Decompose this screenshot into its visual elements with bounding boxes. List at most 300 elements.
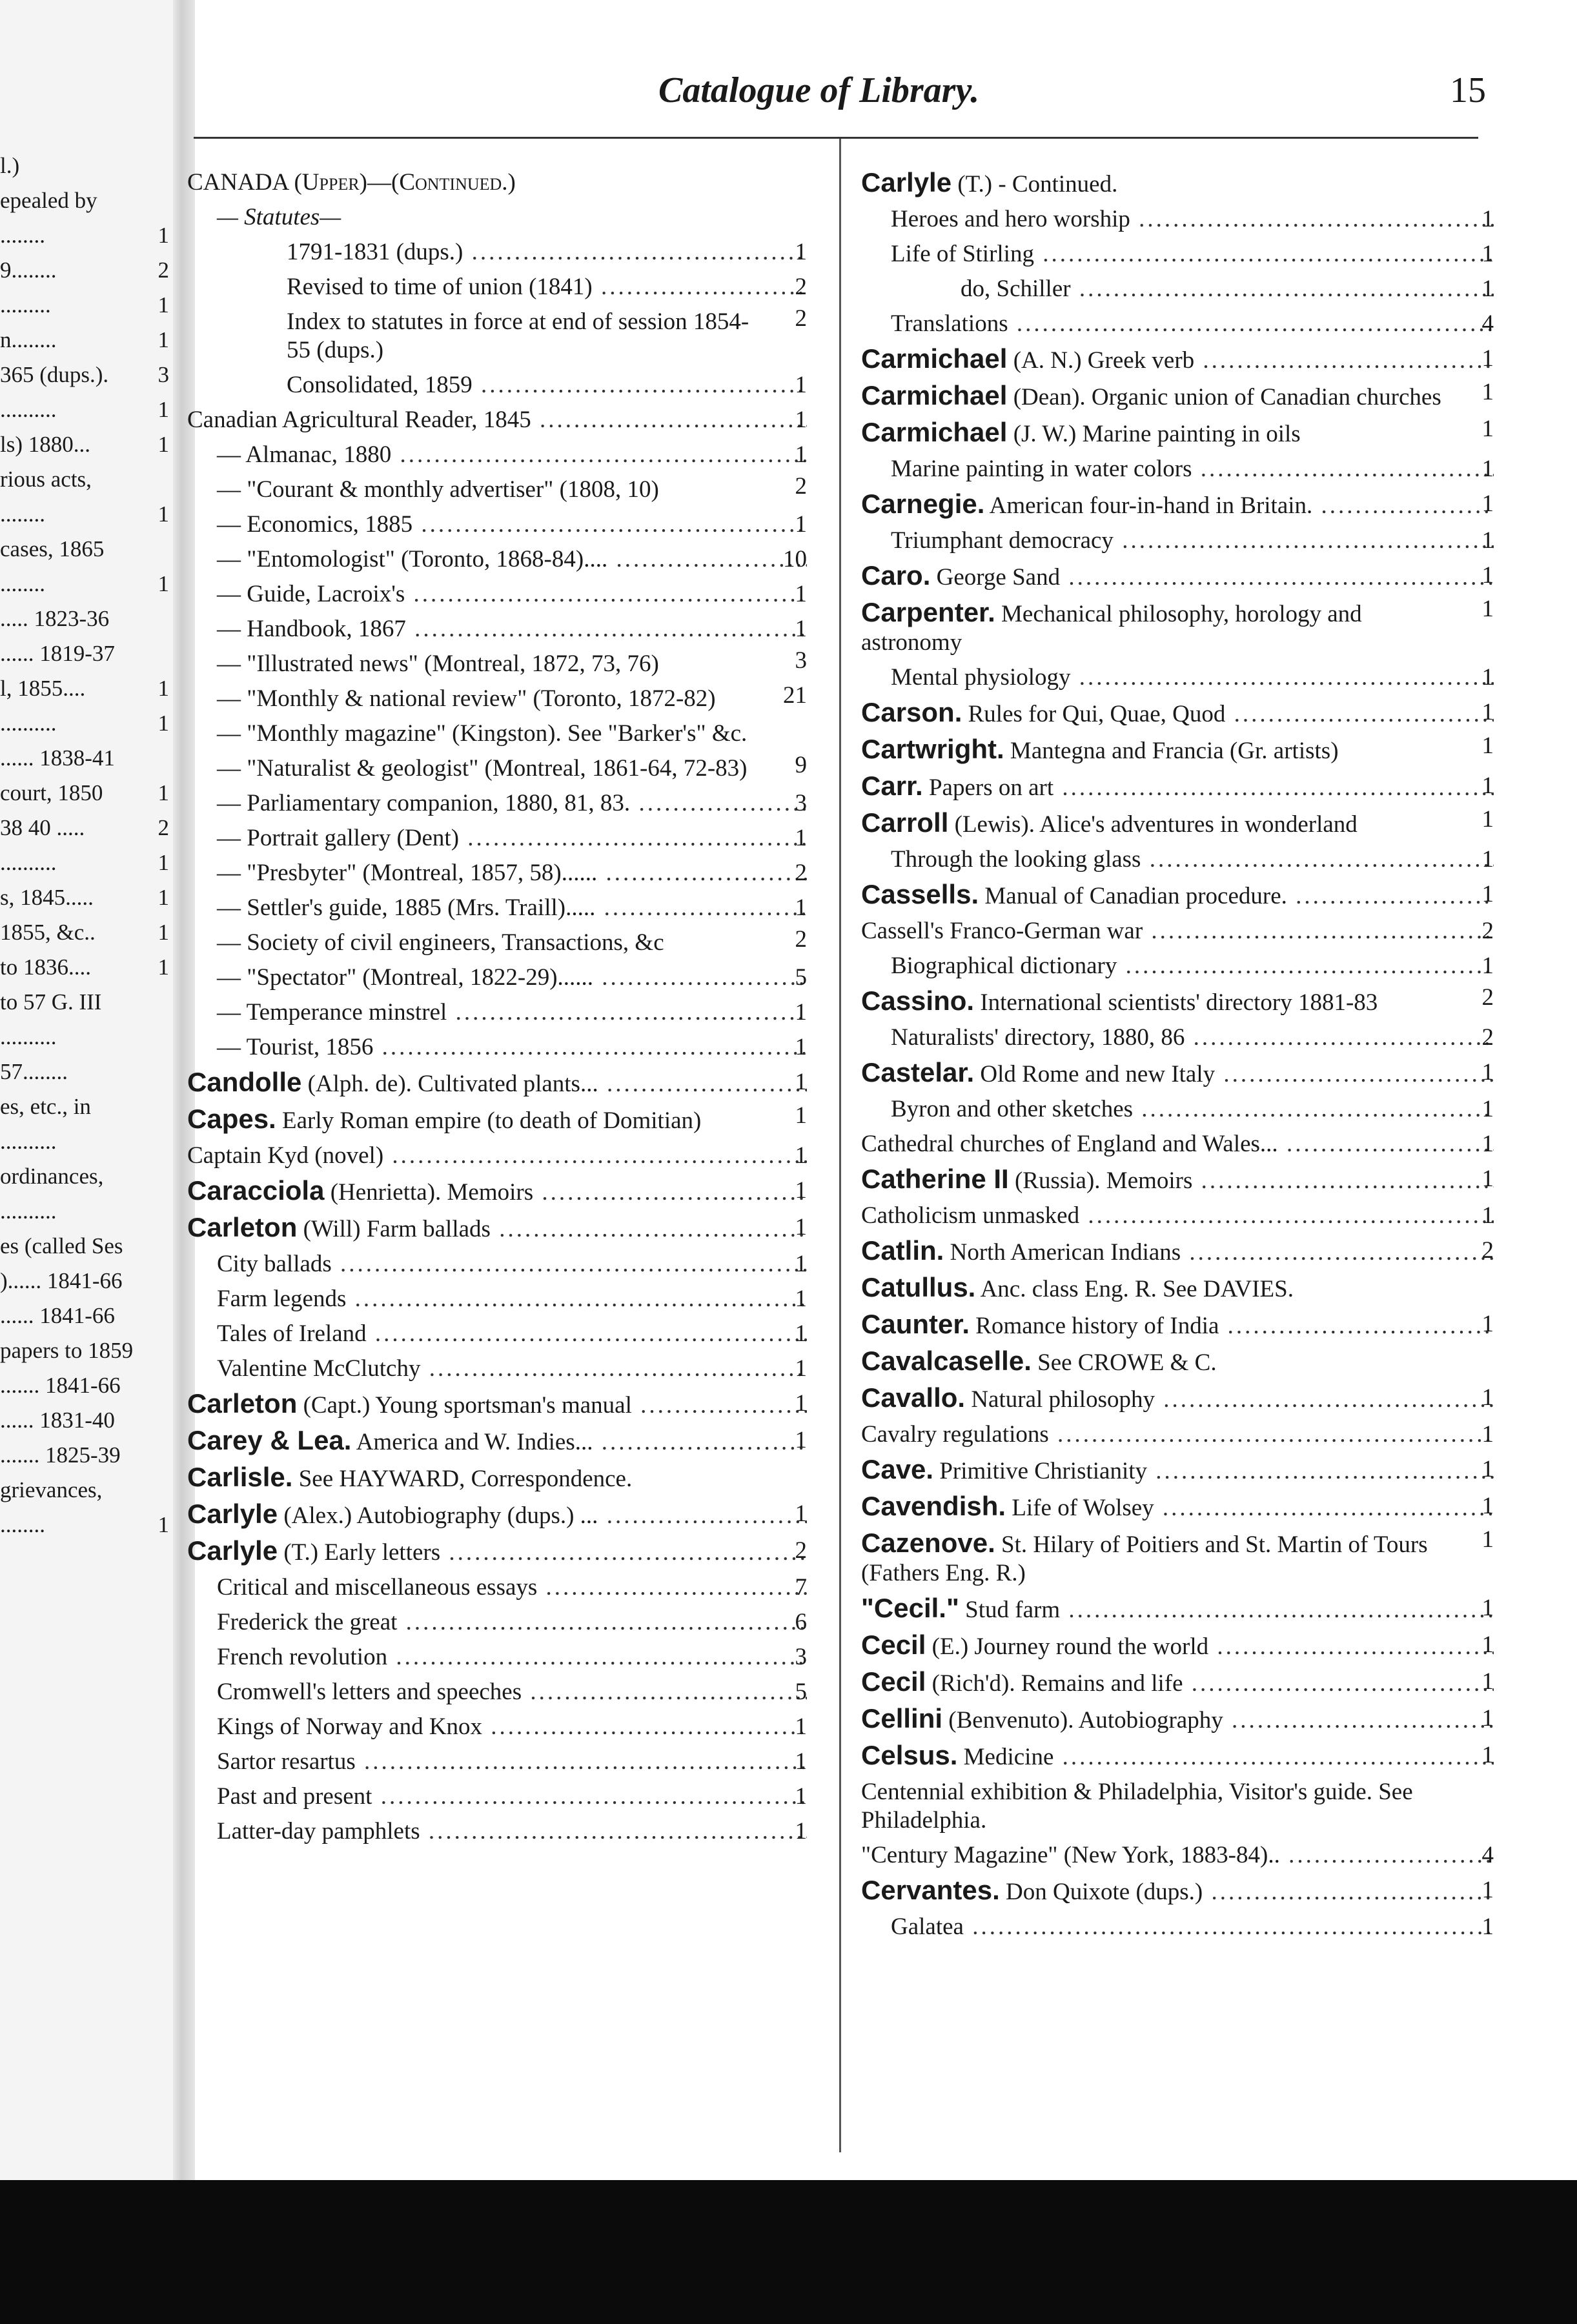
entry-text: — Tourist, 1856 xyxy=(217,1034,374,1060)
volume-count: 1 xyxy=(1481,345,1494,372)
entry-heading: Cellini xyxy=(861,1703,943,1733)
fragment-text: ...... 1819-37 xyxy=(0,641,115,666)
entry-heading: Carmichael xyxy=(861,343,1008,374)
volume-count: 1 xyxy=(795,1214,807,1240)
entry-text: Sartor resartus xyxy=(217,1748,356,1775)
entry-heading: Candolle xyxy=(187,1067,302,1097)
catalogue-entry xyxy=(861,695,1494,732)
entry-text: 1791-1831 (dups.) xyxy=(287,239,463,265)
volume-count: 1 xyxy=(1481,953,1494,979)
entry-text: Canadian Agricultural Reader, 1845 xyxy=(187,407,531,433)
volume-count: 1 xyxy=(1481,1131,1494,1157)
fragment-line xyxy=(0,1438,169,1473)
volume-count: 1 xyxy=(795,1034,807,1060)
fragment-text: es (called Ses xyxy=(0,1233,123,1258)
entry-text: — Portrait gallery (Dent) xyxy=(217,825,460,851)
entry-text: French revolution xyxy=(217,1644,388,1670)
volume-count: 1 xyxy=(795,1069,807,1095)
fragment-line xyxy=(0,497,169,532)
entry-text: Translations xyxy=(891,310,1008,337)
catalogue-entry xyxy=(187,1030,807,1065)
volume-count: 3 xyxy=(795,1644,807,1670)
fragment-text: to 1836.... xyxy=(0,955,91,980)
entry-text: Naturalists' directory, 1880, 86 xyxy=(891,1024,1185,1051)
fragment-text: 1855, &c.. xyxy=(0,920,96,945)
catalogue-entry xyxy=(187,821,807,856)
fragment-count: 1 xyxy=(158,292,169,318)
fragment-line xyxy=(0,1055,169,1089)
fragment-line xyxy=(0,671,169,706)
fragment-line xyxy=(0,1194,169,1229)
entry-text: — "Monthly magazine" (Kingston). See "Barker's" &c. xyxy=(217,720,748,747)
header-rule xyxy=(194,137,1478,139)
fragment-count: 1 xyxy=(158,955,169,980)
catalogue-entry xyxy=(187,368,807,403)
entry-text: — Guide, Lacroix's xyxy=(217,581,405,607)
entry-heading: Carnegie. xyxy=(861,489,985,519)
volume-count: 1 xyxy=(795,1355,807,1382)
fragment-count: 1 xyxy=(158,1512,169,1537)
volume-count: 10 xyxy=(783,546,807,572)
fragment-line xyxy=(0,358,169,392)
fragment-line xyxy=(0,741,169,776)
fragment-text: ........ xyxy=(0,223,45,248)
fragment-text: grievances, xyxy=(0,1477,103,1502)
fragment-line xyxy=(0,427,169,462)
entry-heading: Carlyle xyxy=(187,1535,278,1566)
catalogue-entry xyxy=(861,1701,1494,1738)
fragment-line xyxy=(0,253,169,288)
fragment-count: 1 xyxy=(158,676,169,701)
volume-count: 1 xyxy=(795,1177,807,1204)
entry-text: (E.) Journey round the world xyxy=(931,1633,1209,1660)
fragment-line xyxy=(0,323,169,358)
volume-count: 1 xyxy=(1481,699,1494,725)
volume-count: 1 xyxy=(1481,241,1494,267)
volume-count: 1 xyxy=(795,1320,807,1347)
volume-count: 1 xyxy=(1481,1384,1494,1411)
fragment-line xyxy=(0,950,169,985)
volume-count: 2 xyxy=(795,926,807,953)
entry-text: (Lewis). Alice's adventures in wonderland xyxy=(954,811,1358,838)
catalogue-entry xyxy=(187,1102,807,1138)
volume-count: 1 xyxy=(1481,456,1494,482)
catalogue-entry xyxy=(861,1344,1494,1380)
volume-count: 1 xyxy=(1481,881,1494,907)
catalogue-entry xyxy=(187,577,807,612)
entry-text: — Handbook, 1867 xyxy=(217,616,406,642)
catalogue-entry xyxy=(861,1380,1494,1417)
fragment-line xyxy=(0,1159,169,1194)
entry-text: See CROWE & C. xyxy=(1037,1349,1217,1376)
catalogue-entry xyxy=(861,805,1494,842)
fragment-line xyxy=(0,706,169,741)
entry-text: Latter-day pamphlets xyxy=(217,1818,420,1844)
entry-heading: Carpenter. xyxy=(861,597,995,627)
catalogue-entry xyxy=(861,1628,1494,1664)
catalogue-entry xyxy=(187,1173,807,1210)
catalogue-entry xyxy=(187,403,807,438)
entry-text: Cavalry regulations xyxy=(861,1421,1049,1448)
entry-text: (Capt.) Young sportsman's manual xyxy=(303,1392,632,1419)
fragment-line xyxy=(0,567,169,601)
fragment-line xyxy=(0,776,169,811)
entry-text: Romance history of India xyxy=(975,1313,1219,1339)
entry-text: (J. W.) Marine painting in oils xyxy=(1013,421,1301,447)
volume-count: 1 xyxy=(1481,1877,1494,1903)
fragment-text: 57........ xyxy=(0,1059,68,1084)
entry-text: (Henrietta). Memoirs xyxy=(330,1179,534,1206)
entry-heading: Cavalcaselle. xyxy=(861,1346,1032,1376)
catalogue-entry xyxy=(861,341,1494,378)
catalogue-entry xyxy=(861,877,1494,914)
catalogue-column-left xyxy=(187,165,807,1849)
catalogue-entry xyxy=(187,960,807,995)
entry-text: "Century Magazine" (New York, 1883-84).. xyxy=(861,1842,1280,1868)
entry-heading: Carmichael xyxy=(861,380,1008,410)
volume-count: 1 xyxy=(1481,416,1494,442)
volume-count: 1 xyxy=(795,1102,807,1129)
entry-heading: Cavendish. xyxy=(861,1491,1006,1521)
fragment-count: 1 xyxy=(158,711,169,736)
catalogue-entry xyxy=(187,995,807,1030)
entry-text: — "Illustrated news" (Montreal, 1872, 73, 76) xyxy=(217,651,659,677)
fragment-line xyxy=(0,1473,169,1508)
catalogue-entry xyxy=(187,1605,807,1640)
volume-count: 5 xyxy=(795,1679,807,1705)
fragment-text: l.) xyxy=(0,153,20,178)
fragment-line xyxy=(0,392,169,427)
fragment-text: epealed by xyxy=(0,188,97,213)
volume-count: 3 xyxy=(795,647,807,674)
fragment-line xyxy=(0,532,169,567)
entry-text: — Parliamentary companion, 1880, 81, 83. xyxy=(217,790,631,816)
fragment-count: 1 xyxy=(158,885,169,910)
entry-text: See HAYWARD, Correspondence. xyxy=(298,1466,633,1492)
previous-page-fragment xyxy=(0,148,169,1542)
entry-text: (Rich'd). Remains and life xyxy=(931,1670,1183,1697)
entry-text: — Society of civil engineers, Transactions, &c xyxy=(217,929,664,956)
fragment-text: .......... xyxy=(0,711,57,736)
catalogue-entry xyxy=(861,1873,1494,1910)
fragment-text: s, 1845..... xyxy=(0,885,94,910)
volume-count: 1 xyxy=(795,616,807,642)
volume-count: 1 xyxy=(1481,1742,1494,1768)
fragment-count: 1 xyxy=(158,327,169,352)
fragment-count: 1 xyxy=(158,397,169,422)
fragment-text: 365 (dups.). xyxy=(0,362,109,387)
entry-text: Through the looking glass xyxy=(891,846,1141,873)
catalogue-entry xyxy=(187,1317,807,1351)
fragment-text: ....... 1841-66 xyxy=(0,1373,121,1398)
catalogue-entry xyxy=(187,1675,807,1710)
entry-text: Past and present xyxy=(217,1783,372,1810)
entry-heading: Carlyle xyxy=(187,1499,278,1529)
fragment-text: ........ xyxy=(0,1512,45,1537)
page-number: 15 xyxy=(1450,70,1486,110)
fragment-text: .......... xyxy=(0,1198,57,1224)
volume-count: 6 xyxy=(795,1609,807,1635)
volume-count: 1 xyxy=(795,1390,807,1417)
volume-count: 9 xyxy=(795,752,807,778)
catalogue-entry xyxy=(861,1452,1494,1489)
catalogue-entry xyxy=(187,438,807,472)
entry-text: Cromwell's letters and speeches xyxy=(217,1679,522,1705)
fragment-text: cases, 1865 xyxy=(0,536,105,561)
catalogue-column-right xyxy=(861,165,1494,1945)
catalogue-entry xyxy=(861,1910,1494,1945)
entry-heading: Catlin. xyxy=(861,1235,944,1266)
entry-heading: Catherine II xyxy=(861,1164,1009,1194)
catalogue-entry xyxy=(861,914,1494,949)
entry-text: Medicine xyxy=(963,1744,1054,1770)
entry-text: (A. N.) Greek verb xyxy=(1013,347,1195,374)
fragment-text: .......... xyxy=(0,1024,57,1049)
fragment-line xyxy=(0,183,169,218)
entry-text: Triumphant democracy xyxy=(891,527,1114,554)
catalogue-entry xyxy=(187,1570,807,1605)
fragment-text: es, etc., in xyxy=(0,1094,91,1119)
entry-text: — "Naturalist & geologist" (Montreal, 1861-64, 72-83) xyxy=(217,755,748,782)
entry-text: Don Quixote (dups.) xyxy=(1006,1879,1203,1905)
volume-count: 1 xyxy=(795,1748,807,1775)
entry-text: (Benvenuto). Autobiography xyxy=(948,1707,1223,1733)
fragment-line xyxy=(0,915,169,950)
entry-text: Life of Wolsey xyxy=(1012,1495,1154,1521)
volume-count: 1 xyxy=(795,999,807,1026)
catalogue-entry xyxy=(861,1307,1494,1344)
fragment-line xyxy=(0,288,169,323)
entry-heading: Caunter. xyxy=(861,1309,970,1339)
catalogue-entry xyxy=(187,856,807,891)
fragment-text: l, 1855.... xyxy=(0,676,86,701)
entry-text: Anc. class Eng. R. See DAVIES. xyxy=(980,1276,1294,1302)
entry-text: Rules for Qui, Quae, Quod xyxy=(968,701,1226,727)
fragment-line xyxy=(0,1368,169,1403)
catalogue-entry xyxy=(187,1351,807,1386)
fragment-text: .......... xyxy=(0,850,57,875)
fragment-line xyxy=(0,1508,169,1542)
entry-text: — Settler's guide, 1885 (Mrs. Traill)..... xyxy=(217,894,596,921)
volume-count: 1 xyxy=(795,239,807,265)
volume-count: 1 xyxy=(1481,276,1494,302)
entry-text: International scientists' directory 1881-83 xyxy=(980,989,1378,1016)
catalogue-entry xyxy=(861,1162,1494,1198)
catalogue-entry xyxy=(861,452,1494,487)
volume-count: 7 xyxy=(795,1574,807,1601)
entry-text: Old Rome and new Italy xyxy=(980,1061,1216,1087)
volume-count: 1 xyxy=(1481,1311,1494,1337)
catalogue-entry xyxy=(187,1247,807,1282)
entry-text: Mantegna and Francia (Gr. artists) xyxy=(1010,738,1339,764)
fragment-count: 2 xyxy=(158,815,169,840)
fragment-text: )...... 1841-66 xyxy=(0,1268,123,1293)
volume-count: 2 xyxy=(1481,918,1494,944)
fragment-line xyxy=(0,1089,169,1124)
fragment-line xyxy=(0,1403,169,1438)
entry-heading: Cecil xyxy=(861,1630,926,1660)
volume-count: 1 xyxy=(795,1783,807,1810)
entry-heading: Celsus. xyxy=(861,1740,958,1770)
entry-text: — "Spectator" (Montreal, 1822-29)...... xyxy=(217,964,594,991)
fragment-line xyxy=(0,845,169,880)
entry-text: Consolidated, 1859 xyxy=(287,372,473,398)
scan-bottom-band xyxy=(0,2180,1577,2324)
catalogue-entry xyxy=(861,1417,1494,1452)
fragment-count: 1 xyxy=(158,850,169,875)
fragment-text: ...... 1831-40 xyxy=(0,1408,115,1433)
entry-text: — "Monthly & national review" (Toronto, 1872-82) xyxy=(217,685,716,712)
fragment-count: 1 xyxy=(158,780,169,805)
volume-count: 4 xyxy=(1481,1842,1494,1868)
catalogue-entry xyxy=(861,558,1494,595)
volume-count: 1 xyxy=(1481,1493,1494,1519)
catalogue-entry xyxy=(861,1775,1494,1838)
entry-text: Mental physiology xyxy=(891,664,1071,691)
volume-count: 1 xyxy=(1481,490,1494,517)
volume-count: 1 xyxy=(1481,379,1494,405)
entry-text: Mechanical philosophy, horology and astronomy xyxy=(861,601,1362,656)
volume-count: 1 xyxy=(1481,733,1494,759)
catalogue-entry xyxy=(861,272,1494,307)
volume-count: 1 xyxy=(1481,527,1494,554)
catalogue-entry xyxy=(861,1092,1494,1127)
catalogue-entry xyxy=(187,472,807,507)
running-head: Catalogue of Library. xyxy=(658,70,980,110)
catalogue-entry xyxy=(861,1489,1494,1526)
fragment-count: 3 xyxy=(158,362,169,387)
volume-count: 1 xyxy=(1481,596,1494,622)
entry-text: Tales of Ireland xyxy=(217,1320,367,1347)
catalogue-entry xyxy=(861,949,1494,984)
fragment-count: 2 xyxy=(158,258,169,283)
catalogue-entry xyxy=(187,1533,807,1570)
entry-text: — "Courant & monthly advertiser" (1808, 10) xyxy=(217,476,659,503)
fragment-line xyxy=(0,811,169,845)
volume-count: 1 xyxy=(795,407,807,433)
catalogue-entry xyxy=(187,647,807,682)
fragment-line xyxy=(0,148,169,183)
catalogue-entry xyxy=(861,1738,1494,1775)
entry-text: (Will) Farm ballads xyxy=(303,1216,491,1242)
volume-count: 2 xyxy=(795,1537,807,1564)
catalogue-entry xyxy=(187,1460,807,1497)
fragment-line xyxy=(0,601,169,636)
catalogue-entry xyxy=(187,1497,807,1533)
volume-count: 5 xyxy=(795,964,807,991)
catalogue-entry xyxy=(861,487,1494,523)
entry-heading: Carleton xyxy=(187,1212,298,1242)
catalogue-entry xyxy=(187,1710,807,1744)
fragment-line xyxy=(0,1229,169,1264)
volume-count: 1 xyxy=(1481,1456,1494,1482)
fragment-line xyxy=(0,880,169,915)
catalogue-entry xyxy=(861,1055,1494,1092)
fragment-text: ..... 1823-36 xyxy=(0,606,110,631)
fragment-text: ...... 1841-66 xyxy=(0,1303,115,1328)
volume-count: 4 xyxy=(1481,310,1494,337)
volume-count: 2 xyxy=(795,305,807,332)
volume-count: 2 xyxy=(795,860,807,886)
column-divider xyxy=(839,139,841,2152)
fragment-line xyxy=(0,1298,169,1333)
volume-count: 2 xyxy=(795,274,807,300)
entry-text: Frederick the great xyxy=(217,1609,398,1635)
fragment-text: n........ xyxy=(0,327,57,352)
volume-count: 1 xyxy=(1481,806,1494,833)
entry-text: St. Hilary of Poitiers and St. Martin of Tours (Fathers Eng. R.) xyxy=(861,1531,1428,1586)
entry-text: (Alph. de). Cultivated plants... xyxy=(307,1071,598,1097)
entry-heading: Cavallo. xyxy=(861,1382,966,1413)
entry-text: Centennial exhibition & Philadelphia, Visitor's guide. See Philadelphia. xyxy=(861,1779,1413,1834)
catalogue-entry xyxy=(187,716,807,751)
entry-text: Heroes and hero worship xyxy=(891,206,1130,232)
volume-count: 1 xyxy=(1481,1096,1494,1122)
fragment-line xyxy=(0,1124,169,1159)
entry-text: (Russia). Memoirs xyxy=(1014,1167,1193,1194)
volume-count: 1 xyxy=(1481,1632,1494,1658)
entry-text: — Almanac, 1880 xyxy=(217,441,392,468)
entry-text: (Dean). Organic union of Canadian churches xyxy=(1013,384,1441,410)
catalogue-entry xyxy=(861,307,1494,341)
volume-count: 1 xyxy=(1481,1166,1494,1192)
entry-text: Natural philosophy xyxy=(971,1386,1155,1413)
entry-heading: Capes. xyxy=(187,1104,276,1134)
entry-text: do, Schiller xyxy=(961,276,1071,302)
volume-count: 1 xyxy=(795,1286,807,1312)
fragment-count: 1 xyxy=(158,501,169,527)
fragment-text: ......... xyxy=(0,292,51,318)
volume-count: 1 xyxy=(1481,1421,1494,1448)
entry-text: Papers on art xyxy=(928,774,1054,801)
entry-text: America and W. Indies... xyxy=(356,1429,593,1455)
entry-heading: Carlyle xyxy=(861,167,952,197)
catalogue-entry xyxy=(187,612,807,647)
fragment-text: ....... 1825-39 xyxy=(0,1442,121,1468)
catalogue-entry xyxy=(861,1198,1494,1233)
catalogue-entry xyxy=(861,660,1494,695)
fragment-line xyxy=(0,636,169,671)
fragment-text: 38 40 ..... xyxy=(0,815,85,840)
volume-count: 1 xyxy=(1481,1202,1494,1229)
fragment-text: ........ xyxy=(0,501,45,527)
catalogue-entry xyxy=(861,1270,1494,1307)
entry-text: Critical and miscellaneous essays xyxy=(217,1574,538,1601)
entry-heading: Cassells. xyxy=(861,879,979,909)
entry-text: CANADA (Upper)—(Continued.) xyxy=(187,169,516,196)
entry-text: North American Indians xyxy=(950,1239,1181,1266)
catalogue-entry xyxy=(187,1282,807,1317)
entry-text: Galatea xyxy=(891,1914,964,1940)
entry-text: Farm legends xyxy=(217,1286,347,1312)
catalogue-entry xyxy=(187,507,807,542)
catalogue-entry xyxy=(861,523,1494,558)
volume-count: 1 xyxy=(795,1251,807,1277)
entry-heading: Cave. xyxy=(861,1454,934,1484)
entry-text: Manual of Canadian procedure. xyxy=(984,883,1287,909)
entry-heading: Carleton xyxy=(187,1388,298,1419)
volume-count: 2 xyxy=(1481,1237,1494,1264)
fragment-text: 9........ xyxy=(0,258,57,283)
fragment-line xyxy=(0,218,169,253)
entry-text: Life of Stirling xyxy=(891,241,1034,267)
catalogue-entry xyxy=(861,415,1494,452)
catalogue-entry xyxy=(861,1591,1494,1628)
entry-text: Marine painting in water colors xyxy=(891,456,1192,482)
catalogue-entry xyxy=(861,1664,1494,1701)
catalogue-entry xyxy=(187,1744,807,1779)
catalogue-entry xyxy=(187,200,807,235)
